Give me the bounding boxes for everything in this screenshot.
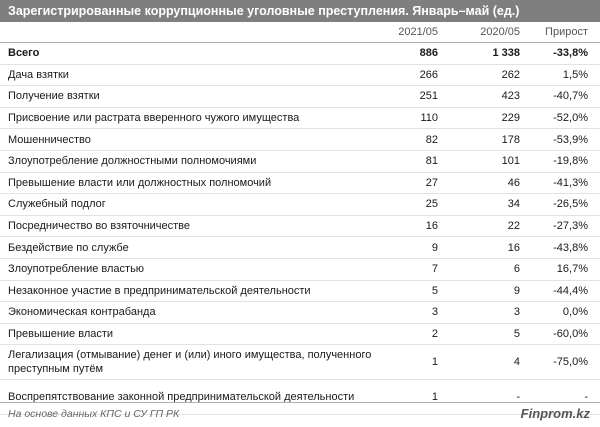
row-label: Экономическая контрабанда bbox=[0, 302, 382, 324]
footer bbox=[0, 402, 600, 427]
table-row bbox=[0, 258, 600, 280]
cell-growth: -41,3% bbox=[532, 172, 600, 194]
header-growth: Прирост bbox=[532, 22, 600, 43]
cell-growth: -26,5% bbox=[532, 194, 600, 216]
row-label: Мошенничество bbox=[0, 129, 382, 151]
cell-growth: -33,8% bbox=[532, 43, 600, 65]
table-row bbox=[0, 323, 600, 345]
row-label: Посредничество во взяточничестве bbox=[0, 215, 382, 237]
cell-growth: -75,0% bbox=[532, 345, 600, 380]
row-label: Всего bbox=[0, 43, 382, 65]
cell-2020: - bbox=[450, 380, 532, 415]
cell-growth: -43,8% bbox=[532, 237, 600, 259]
cell-growth: 1,5% bbox=[532, 64, 600, 86]
source-note: На основе данных КПС и СУ ГП РК bbox=[8, 408, 180, 420]
cell-2020: 1 338 bbox=[450, 43, 532, 65]
row-label: Бездействие по службе bbox=[0, 237, 382, 259]
cell-2021: 266 bbox=[382, 64, 450, 86]
table-row bbox=[0, 194, 600, 216]
row-label: Незаконное участие в предпринимательской деятельности bbox=[0, 280, 382, 302]
row-label: Служебный подлог bbox=[0, 194, 382, 216]
cell-2021: 1 bbox=[382, 345, 450, 380]
table-row bbox=[0, 280, 600, 302]
cell-2020: 16 bbox=[450, 237, 532, 259]
cell-growth: -27,3% bbox=[532, 215, 600, 237]
cell-growth: - bbox=[532, 380, 600, 415]
cell-2021: 16 bbox=[382, 215, 450, 237]
table-row bbox=[0, 150, 600, 172]
cell-2021: 3 bbox=[382, 302, 450, 324]
table-row bbox=[0, 64, 600, 86]
header-2021: 2021/05 bbox=[382, 22, 450, 43]
crime-table bbox=[0, 22, 600, 415]
cell-2021: 5 bbox=[382, 280, 450, 302]
cell-2020: 22 bbox=[450, 215, 532, 237]
cell-2021: 886 bbox=[382, 43, 450, 65]
cell-2021: 1 bbox=[382, 380, 450, 415]
table-row bbox=[0, 172, 600, 194]
cell-2021: 82 bbox=[382, 129, 450, 151]
header-label bbox=[0, 22, 382, 43]
cell-2020: 101 bbox=[450, 150, 532, 172]
cell-growth: -40,7% bbox=[532, 86, 600, 108]
table-row bbox=[0, 237, 600, 259]
cell-2021: 110 bbox=[382, 107, 450, 129]
row-label: Легализация (отмывание) денег и (или) иного имущества, полученного преступным путём bbox=[0, 345, 382, 380]
cell-2021: 251 bbox=[382, 86, 450, 108]
table-row bbox=[0, 107, 600, 129]
cell-growth: -52,0% bbox=[532, 107, 600, 129]
table-body bbox=[0, 43, 600, 415]
table-header-row bbox=[0, 22, 600, 43]
row-label: Воспрепятствование законной предпринимательской деятельности bbox=[0, 380, 382, 415]
row-label: Злоупотребление должностными полномочиями bbox=[0, 150, 382, 172]
row-label: Превышение власти или должностных полномочий bbox=[0, 172, 382, 194]
table-row bbox=[0, 302, 600, 324]
cell-2021: 2 bbox=[382, 323, 450, 345]
row-label: Злоупотребление властью bbox=[0, 258, 382, 280]
cell-2020: 5 bbox=[450, 323, 532, 345]
cell-growth: -60,0% bbox=[532, 323, 600, 345]
cell-2020: 4 bbox=[450, 345, 532, 380]
brand-logo: Finprom.kz bbox=[520, 406, 590, 421]
cell-2020: 9 bbox=[450, 280, 532, 302]
row-label: Превышение власти bbox=[0, 323, 382, 345]
cell-2020: 6 bbox=[450, 258, 532, 280]
cell-2021: 25 bbox=[382, 194, 450, 216]
cell-growth: -19,8% bbox=[532, 150, 600, 172]
cell-growth: 16,7% bbox=[532, 258, 600, 280]
cell-growth: 0,0% bbox=[532, 302, 600, 324]
cell-2020: 3 bbox=[450, 302, 532, 324]
table-title: Зарегистрированные коррупционные уголовные преступления. Январь–май (ед.) bbox=[0, 0, 600, 22]
table-row bbox=[0, 215, 600, 237]
cell-2020: 229 bbox=[450, 107, 532, 129]
cell-2020: 46 bbox=[450, 172, 532, 194]
cell-2020: 34 bbox=[450, 194, 532, 216]
cell-2020: 262 bbox=[450, 64, 532, 86]
row-label: Получение взятки bbox=[0, 86, 382, 108]
cell-2020: 423 bbox=[450, 86, 532, 108]
cell-2021: 7 bbox=[382, 258, 450, 280]
row-label: Присвоение или растрата вверенного чужого имущества bbox=[0, 107, 382, 129]
cell-2020: 178 bbox=[450, 129, 532, 151]
table-row bbox=[0, 86, 600, 108]
cell-growth: -44,4% bbox=[532, 280, 600, 302]
header-2020: 2020/05 bbox=[450, 22, 532, 43]
cell-2021: 9 bbox=[382, 237, 450, 259]
cell-growth: -53,9% bbox=[532, 129, 600, 151]
cell-2021: 81 bbox=[382, 150, 450, 172]
table-row bbox=[0, 345, 600, 380]
row-label: Дача взятки bbox=[0, 64, 382, 86]
table-row bbox=[0, 43, 600, 65]
cell-2021: 27 bbox=[382, 172, 450, 194]
table-row bbox=[0, 129, 600, 151]
